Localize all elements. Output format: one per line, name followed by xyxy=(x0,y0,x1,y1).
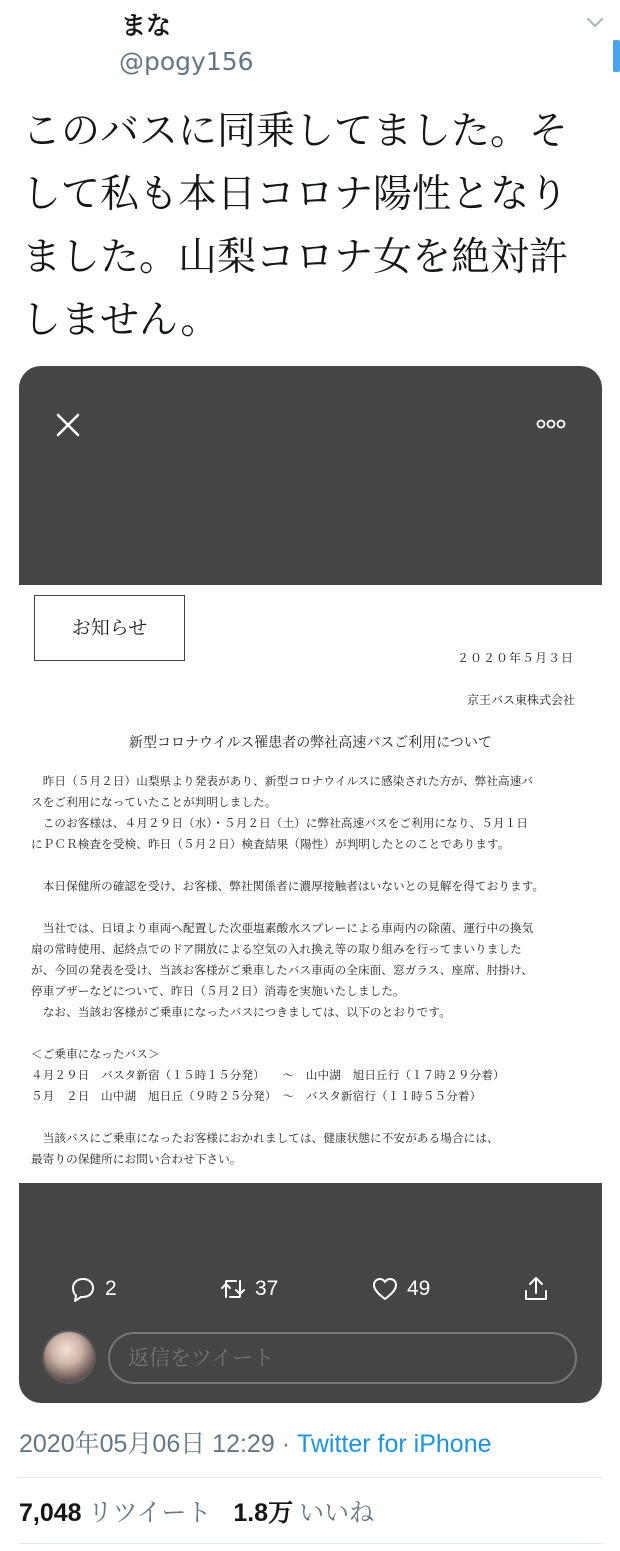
like-count: 49 xyxy=(407,1277,431,1300)
document-body: 昨日（５月２日）山梨県より発表があり、新型コロナウイルスに感染された方が、弊社高速バ スをご利用になっていたことが判明しました。 このお客様は、４月２９日（水）・５月２日（土）に弊社高速バスをご利用になり、５月１日 にＰＣＲ検査を受検、昨日（５月２日）検査結果（陽性）が判明したとのことであります。 本日保健所の確認を受け、お客様、弊社関係者に濃厚接触者はいないとの見解を得ております。 当社では、日頃より車両へ配置した次亜塩素酸水スプレーによる車両内の除菌、運行中の換気 扇の常時使用、起終点でのドア開放による空気の入れ換え等の取り組みを行ってまいりました が、今回の発表を受け、当該お客様がご乗車したバス車両の全床面、窓ガラス、座席、肘掛け、 停車ブザーなどについて、昨日（５月２日）消毒を実施いたしました。 なお、当該お客様がご乗車になったバスにつきましては、以下のとおりです。 ＜ご乗車になったバス＞ ４月２９日 バスタ新宿（１５時１５分発） ～ 山中湖 旭日丘行（１７時２９分着） ５月 ２日 山中湖 旭日丘（９時２５分発） ～ バスタ新宿行（１１時５５分着） 当該バスにご乗車になったお客様におかれましては、健康状態に不安がある場合には、 最寄りの保健所にお問い合わせ下さい。 xyxy=(31,774,545,1166)
tweet-header xyxy=(0,0,620,90)
more-options-icon[interactable] xyxy=(535,414,567,434)
tweet-meta xyxy=(19,1424,492,1460)
divider xyxy=(19,1543,602,1544)
tweet-text: このバスに同乗してました。そして私も本日コロナ陽性となりました。山梨コロナ女を絶対許しません。 xyxy=(22,109,569,343)
likes-value[interactable]: 1.8万 xyxy=(233,1499,294,1527)
notice-document-image[interactable] xyxy=(19,585,602,1183)
tweet-stats xyxy=(19,1493,396,1529)
retweet-count: 37 xyxy=(255,1277,279,1300)
user-handle[interactable]: @pogy156 xyxy=(119,47,254,76)
reply-composer xyxy=(19,1330,602,1386)
like-button[interactable] xyxy=(371,1271,430,1307)
share-button[interactable] xyxy=(522,1271,550,1307)
reply-count: 2 xyxy=(105,1277,117,1300)
likes-label[interactable]: いいね xyxy=(299,1499,375,1527)
tweet-timestamp[interactable]: 2020年05月06日 12:29 xyxy=(19,1430,275,1458)
retweet-button[interactable] xyxy=(219,1271,278,1307)
reply-icon xyxy=(69,1275,97,1303)
display-name[interactable]: まな xyxy=(121,11,172,40)
scroll-indicator xyxy=(613,40,620,72)
share-icon xyxy=(522,1275,550,1303)
notice-label-box xyxy=(34,595,185,661)
heart-icon xyxy=(371,1275,399,1303)
reply-button[interactable] xyxy=(69,1271,117,1307)
document-date: ２０２０年５月３日 xyxy=(456,651,574,665)
document-title: 新型コロナウイルス罹患者の弊社高速バスご利用について xyxy=(129,735,492,751)
reply-input[interactable] xyxy=(108,1332,577,1384)
retweet-icon xyxy=(219,1275,247,1303)
tweet-source-link[interactable]: Twitter for iPhone xyxy=(296,1430,492,1458)
chevron-down-icon[interactable] xyxy=(584,12,606,34)
tweet-actions xyxy=(19,1271,602,1307)
close-icon[interactable] xyxy=(53,410,83,440)
retweets-value[interactable]: 7,048 xyxy=(19,1499,82,1527)
avatar[interactable] xyxy=(42,1330,96,1384)
document-company: 京王バス東株式会社 xyxy=(466,693,575,707)
notice-label: お知らせ xyxy=(71,617,148,639)
divider xyxy=(19,1477,602,1478)
meta-separator: · xyxy=(274,1430,297,1458)
media-viewer xyxy=(19,366,602,1403)
retweets-label[interactable]: リツイート xyxy=(87,1499,212,1527)
